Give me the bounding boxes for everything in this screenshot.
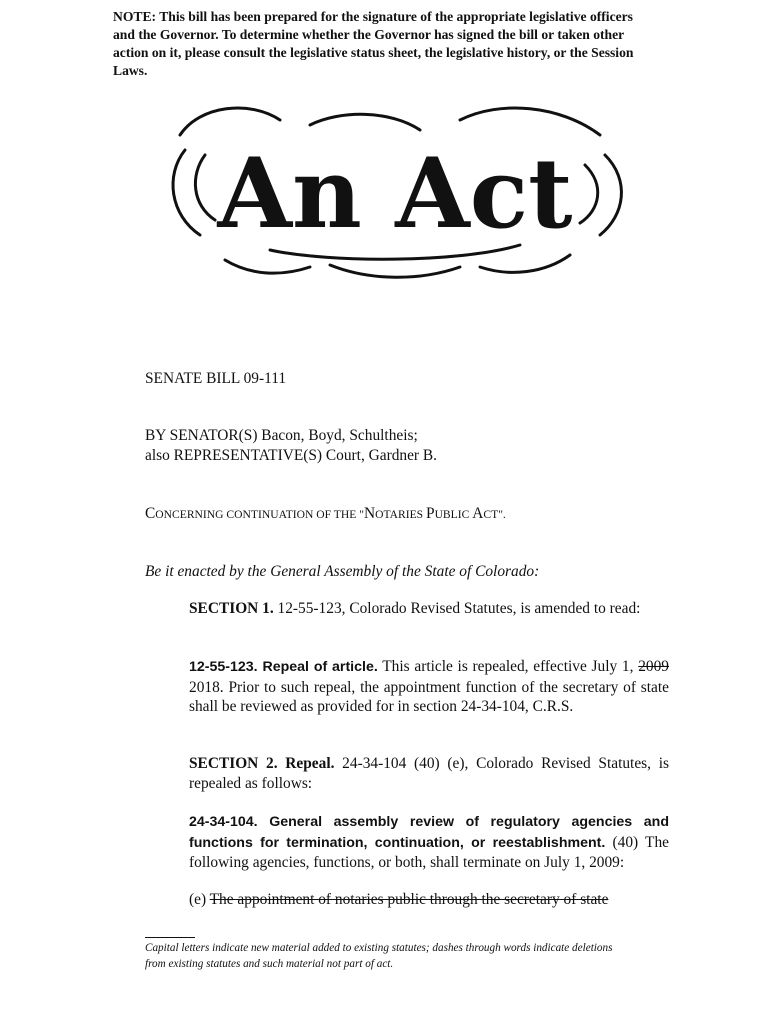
section-2-amendment [145, 812, 669, 873]
section-2-paragraph-e [145, 890, 669, 910]
footnote-rule [145, 937, 195, 938]
section-1-heading: 12-55-123. Repeal of article. [189, 659, 378, 675]
flourish-bottom-left [225, 260, 310, 273]
paragraph-e-deleted: The appointment of notaries public through the secretary of state [209, 891, 609, 908]
representatives-line: also REPRESENTATIVE(S) Court, Gardner B. [145, 446, 438, 464]
flourish-top-left [180, 108, 280, 135]
an-act-title: An Act [217, 137, 573, 250]
section-1-amend-text-a: This article is repealed, effective July 1, [377, 658, 639, 675]
section-2-label: SECTION 2. Repeal. [189, 755, 335, 772]
senators-line: BY SENATOR(S) Bacon, Boyd, Schultheis; [145, 427, 418, 444]
section-1-amend-text-b: 2018. Prior to such repeal, the appointment function of the secretary of state shall be reviewed as provided for in section 24-34-104, C.R.S. [189, 678, 669, 715]
section-1-amendment [145, 657, 669, 717]
title-cap-a: A [472, 505, 484, 522]
paragraph-e-label: (e) [189, 891, 210, 908]
title-part-2: OTARIES [375, 508, 426, 521]
title-part-3: UBLIC [434, 508, 473, 521]
title-cap-n: N [363, 505, 376, 522]
flourish-bottom-mid [330, 265, 460, 277]
an-act-banner [160, 95, 630, 285]
flourish-top-mid [310, 114, 420, 130]
section-2-amend-text: (40) The following agencies, functions, or both, shall terminate on July 1, 2009: [189, 833, 669, 871]
bill-number: SENATE BILL 09-111 [145, 370, 287, 387]
flourish-top-right [460, 108, 600, 135]
section-2-text: 24-34-104 (40) (e), Colorado Revised Statutes, is repealed as follows: [189, 755, 669, 792]
section-2 [145, 754, 669, 793]
sponsors [145, 426, 625, 465]
title-part-1: ONCERNING CONTINUATION OF THE " [155, 508, 364, 521]
signature-note: NOTE: This bill has been prepared for the signature of the appropriate legislative officers and the Governor. To determine whether the Governor has signed the bill or taken other action on it, please consult the legislative status sheet, the legislative history, or the Session Laws. [113, 9, 634, 78]
flourish-right-inner [580, 165, 598, 223]
deleted-year: 2009 [638, 658, 669, 675]
enacting-clause: Be it enacted by the General Assembly of the State of Colorado: [145, 563, 540, 580]
footnote: Capital letters indicate new material added to existing statutes; dashes through words indicate deletions from existing statutes and such material not part of act. [145, 942, 613, 970]
title-cap-c: C [145, 505, 156, 522]
title-part-4: CT". [483, 508, 506, 521]
flourish-left-inner [195, 155, 215, 220]
section-1 [145, 599, 669, 619]
section-2-heading: 24-34-104. General assembly review of regulatory agencies and functions for termination, continuation, or reestablishment. [189, 814, 669, 851]
flourish-right-outer [600, 155, 621, 235]
bill-title [145, 504, 625, 525]
section-1-text: 12-55-123, Colorado Revised Statutes, is amended to read: [273, 600, 641, 617]
section-1-label: SECTION 1. [189, 600, 274, 617]
flourish-bottom-right [480, 255, 570, 272]
title-cap-p: P [426, 505, 435, 522]
